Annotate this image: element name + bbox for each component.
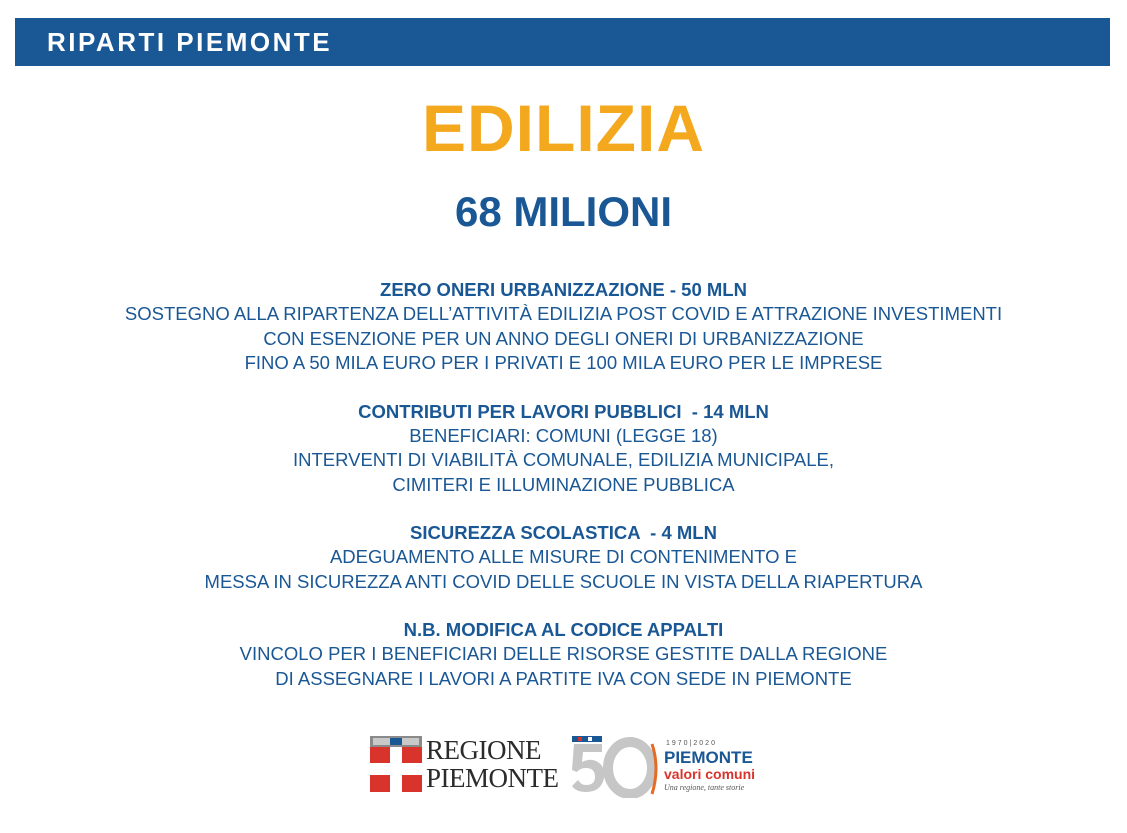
section-heading: ZERO ONERI URBANIZZAZIONE - 50 MLN bbox=[380, 279, 747, 300]
section-heading: SICUREZZA SCOLASTICA - 4 MLN bbox=[410, 522, 717, 543]
section-sicurezza-scolastica bbox=[0, 521, 1127, 594]
regione-line2: PIEMONTE bbox=[426, 763, 559, 793]
section-line: DI ASSEGNARE I LAVORI A PARTITE IVA CON SEDE IN PIEMONTE bbox=[275, 667, 852, 689]
section-line: MESSA IN SICUREZZA ANTI COVID DELLE SCUOLE IN VISTA DELLA RIAPERTURA bbox=[204, 570, 923, 592]
section-lavori-pubblici bbox=[0, 400, 1127, 498]
section-codice-appalti bbox=[0, 618, 1127, 691]
footer-logos bbox=[368, 734, 768, 798]
page-title: EDILIZIA bbox=[422, 91, 705, 165]
regione-piemonte-logo bbox=[368, 734, 559, 796]
regione-crest-icon bbox=[370, 736, 422, 792]
section-heading: N.B. MODIFICA AL CODICE APPALTI bbox=[403, 619, 724, 640]
anniversary-50-logo bbox=[568, 734, 768, 798]
measures-list bbox=[0, 278, 1127, 715]
anniversary-tagline: Una regione, tante storie bbox=[664, 783, 745, 792]
section-line: VINCOLO PER I BENEFICIARI DELLE RISORSE GESTITE DALLA REGIONE bbox=[239, 643, 888, 664]
regione-line1: REGIONE bbox=[426, 735, 541, 765]
regione-wordmark bbox=[426, 736, 559, 792]
section-heading: CONTRIBUTI PER LAVORI PUBBLICI - 14 MLN bbox=[358, 400, 769, 422]
anniversary-years: 1970|2020 bbox=[666, 740, 717, 747]
section-line: CON ESENZIONE PER UN ANNO DEGLI ONERI DI URBANIZZAZIONE bbox=[263, 327, 864, 349]
banner-title: RIPARTI PIEMONTE bbox=[47, 26, 333, 57]
section-line: FINO A 50 MILA EURO PER I PRIVATI E 100 MILA EURO PER LE IMPRESE bbox=[244, 352, 883, 373]
section-oneri bbox=[0, 278, 1127, 376]
fifty-anniversary-icon bbox=[568, 734, 664, 798]
page-subtitle: 68 MILIONI bbox=[454, 188, 673, 235]
header-banner bbox=[15, 18, 1110, 66]
section-line: SOSTEGNO ALLA RIPARTENZA DELL’ATTIVITÀ EDILIZIA POST COVID E ATTRAZIONE INVESTIMENTI bbox=[124, 303, 1003, 324]
anniversary-name: PIEMONTE bbox=[664, 748, 753, 767]
section-line: CIMITERI E ILLUMINAZIONE PUBBLICA bbox=[392, 473, 735, 495]
section-line: INTERVENTI DI VIABILITÀ COMUNALE, EDILIZIA MUNICIPALE, bbox=[292, 449, 835, 470]
section-line: ADEGUAMENTO ALLE MISURE DI CONTENIMENTO E bbox=[329, 546, 798, 567]
section-line: BENEFICIARI: COMUNI (LEGGE 18) bbox=[409, 424, 718, 446]
anniversary-motto: valori comuni bbox=[664, 766, 756, 782]
